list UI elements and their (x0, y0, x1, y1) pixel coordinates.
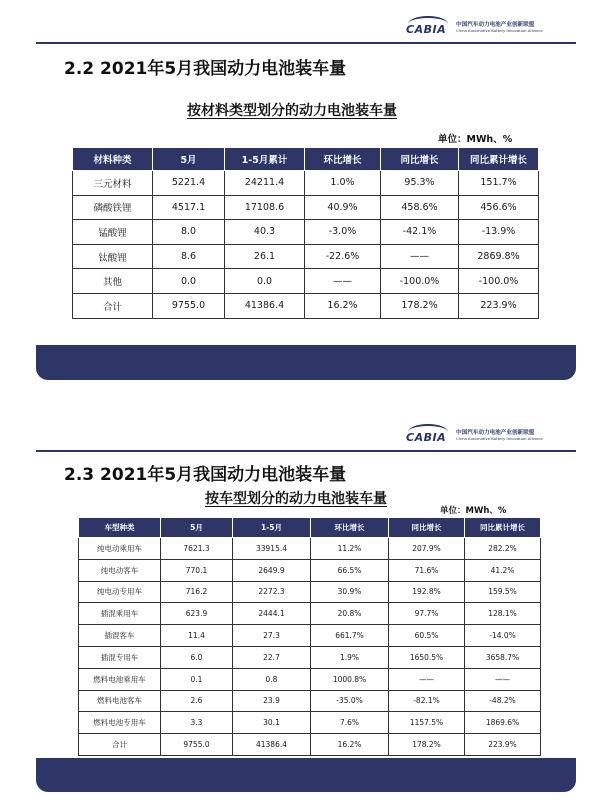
header-cell: 5月 (153, 148, 225, 171)
table-cell: 1157.5% (389, 712, 465, 734)
table-cell: 1000.8% (311, 668, 389, 690)
slide-material-type (0, 0, 612, 392)
table-cell: 128.1% (465, 603, 541, 625)
table-cell: 1.0% (305, 171, 381, 196)
table-cell: 223.9% (465, 734, 541, 756)
table-cell: 9755.0 (153, 293, 225, 318)
table-cell: —— (305, 269, 381, 294)
logo-brand: CABIA (406, 23, 447, 36)
header-cell: 车型种类 (79, 518, 161, 538)
header-cell: 环比增长 (311, 518, 389, 538)
table-cell: 合计 (73, 293, 153, 318)
table-cell: 7621.3 (161, 538, 233, 560)
table-header-row (73, 148, 539, 171)
table-cell: 41386.4 (233, 734, 311, 756)
table-cell: 插混客车 (79, 625, 161, 647)
table-cell: 8.0 (153, 220, 225, 245)
table-cell: 458.6% (381, 195, 459, 220)
logo-name-en: China Automotive Battery Innovation Alliance (456, 435, 543, 441)
table-row (79, 625, 541, 647)
header-cell: 材料种类 (73, 148, 153, 171)
table-cell: 60.5% (389, 625, 465, 647)
table-cell: 11.4 (161, 625, 233, 647)
table-cell: 插混专用车 (79, 646, 161, 668)
table-cell: 燃料电池乘用车 (79, 668, 161, 690)
table-row (79, 646, 541, 668)
table-cell: 2869.8% (459, 244, 539, 269)
table-cell: 223.9% (459, 293, 539, 318)
header-cell: 1-5月累计 (225, 148, 305, 171)
header-divider (36, 450, 576, 452)
table-title: 按材料类型划分的动力电池装车量 (187, 103, 397, 119)
header-cell: 同比增长 (389, 518, 465, 538)
table-cell: 30.1 (233, 712, 311, 734)
section-title: 2.3 2021年5月我国动力电池装车量 (64, 465, 347, 485)
table-cell: 锰酸锂 (73, 220, 153, 245)
table-cell: -100.0% (381, 269, 459, 294)
table-cell: 178.2% (381, 293, 459, 318)
table-cell: 159.5% (465, 581, 541, 603)
header-cell: 1-5月 (233, 518, 311, 538)
table-cell: 1650.5% (389, 646, 465, 668)
table-cell: 716.2 (161, 581, 233, 603)
table-cell: 1.9% (311, 646, 389, 668)
table-cell: -100.0% (459, 269, 539, 294)
table-cell: 磷酸铁锂 (73, 195, 153, 220)
table-cell: 3658.7% (465, 646, 541, 668)
table-cell: 192.8% (389, 581, 465, 603)
table-cell: 纯电动乘用车 (79, 538, 161, 560)
table-row (79, 538, 541, 560)
table-cell: 纯电动客车 (79, 559, 161, 581)
table-cell: 7.6% (311, 712, 389, 734)
table-cell: -3.0% (305, 220, 381, 245)
logo-name-en: China Automotive Battery Innovation Alliance (456, 27, 543, 33)
table-row (79, 712, 541, 734)
table-cell: -13.9% (459, 220, 539, 245)
table-cell: 207.9% (389, 538, 465, 560)
table-cell: 2444.1 (233, 603, 311, 625)
table-cell: 0.1 (161, 668, 233, 690)
table-cell: 661.7% (311, 625, 389, 647)
table-cell: 27.3 (233, 625, 311, 647)
table-cell: 燃料电池专用车 (79, 712, 161, 734)
logo-name-cn: 中国汽车动力电池产业创新联盟 (456, 22, 535, 29)
table-cell: 95.3% (381, 171, 459, 196)
header-cell: 同比增长 (381, 148, 459, 171)
table-cell: 16.2% (305, 293, 381, 318)
table-cell: 2649.9 (233, 559, 311, 581)
table-total-row (79, 734, 541, 756)
table-cell: 40.9% (305, 195, 381, 220)
table-cell: 97.7% (389, 603, 465, 625)
table-header-row (79, 518, 541, 538)
table-cell: 20.8% (311, 603, 389, 625)
table-cell: 6.0 (161, 646, 233, 668)
table-cell: 插混乘用车 (79, 603, 161, 625)
header-cell: 5月 (161, 518, 233, 538)
table-title: 按车型划分的动力电池装车量 (205, 491, 387, 507)
header-divider (36, 42, 576, 44)
table-row (79, 603, 541, 625)
table-cell: 26.1 (225, 244, 305, 269)
table-cell: 4517.1 (153, 195, 225, 220)
table-cell: 41386.4 (225, 293, 305, 318)
table-cell: -22.6% (305, 244, 381, 269)
table-cell: 3.3 (161, 712, 233, 734)
table-row (79, 668, 541, 690)
table-cell: 其他 (73, 269, 153, 294)
cabia-logo (404, 428, 543, 444)
table-row (79, 559, 541, 581)
table-cell: 24211.4 (225, 171, 305, 196)
section-title: 2.2 2021年5月我国动力电池装车量 (64, 59, 347, 79)
table-cell: 2272.3 (233, 581, 311, 603)
table-cell: 纯电动专用车 (79, 581, 161, 603)
table-cell: 623.9 (161, 603, 233, 625)
vehicle-table (78, 517, 541, 756)
table-cell: -35.0% (311, 690, 389, 712)
table-cell: 33915.4 (233, 538, 311, 560)
table-cell: 1869.6% (465, 712, 541, 734)
logo-brand: CABIA (406, 431, 447, 444)
table-cell: -14.0% (465, 625, 541, 647)
table-cell: —— (381, 244, 459, 269)
header-cell: 同比累计增长 (465, 518, 541, 538)
header-cell: 环比增长 (305, 148, 381, 171)
table-cell: 11.2% (311, 538, 389, 560)
table-cell: 23.9 (233, 690, 311, 712)
table-row (79, 690, 541, 712)
table-cell: —— (465, 668, 541, 690)
table-cell: 151.7% (459, 171, 539, 196)
logo-name-cn: 中国汽车动力电池产业创新联盟 (456, 430, 535, 437)
table-cell: 三元材料 (73, 171, 153, 196)
table-total-row (73, 293, 539, 318)
table-row (73, 171, 539, 196)
table-cell: 钛酸锂 (73, 244, 153, 269)
table-cell: 0.0 (153, 269, 225, 294)
header-cell: 同比累计增长 (459, 148, 539, 171)
unit-label: 单位：MWh、% (440, 506, 507, 516)
cabia-logo-mark (404, 20, 450, 36)
table-cell: 合计 (79, 734, 161, 756)
unit-label: 单位：MWh、% (438, 134, 513, 145)
table-cell: -82.1% (389, 690, 465, 712)
table-cell: 9755.0 (161, 734, 233, 756)
table-cell: 71.6% (389, 559, 465, 581)
table-cell: 40.3 (225, 220, 305, 245)
table-row (73, 244, 539, 269)
footer-banner (36, 345, 576, 380)
table-cell: 16.2% (311, 734, 389, 756)
table-cell: 456.6% (459, 195, 539, 220)
table-cell: —— (389, 668, 465, 690)
table-cell: 66.5% (311, 559, 389, 581)
table-cell: 178.2% (389, 734, 465, 756)
table-cell: 17108.6 (225, 195, 305, 220)
table-row (73, 220, 539, 245)
table-row (73, 195, 539, 220)
table-cell: 0.8 (233, 668, 311, 690)
table-cell: 8.6 (153, 244, 225, 269)
cabia-logo (404, 20, 543, 36)
table-cell: 0.0 (225, 269, 305, 294)
table-cell: 燃料电池客车 (79, 690, 161, 712)
table-cell: 770.1 (161, 559, 233, 581)
table-cell: 41.2% (465, 559, 541, 581)
table-cell: -48.2% (465, 690, 541, 712)
material-table (72, 147, 539, 319)
table-row (73, 269, 539, 294)
table-cell: -42.1% (381, 220, 459, 245)
table-cell: 282.2% (465, 538, 541, 560)
footer-banner (36, 758, 576, 792)
table-cell: 22.7 (233, 646, 311, 668)
table-cell: 30.9% (311, 581, 389, 603)
cabia-logo-mark (404, 428, 450, 444)
table-cell: 5221.4 (153, 171, 225, 196)
table-cell: 2.6 (161, 690, 233, 712)
table-row (79, 581, 541, 603)
